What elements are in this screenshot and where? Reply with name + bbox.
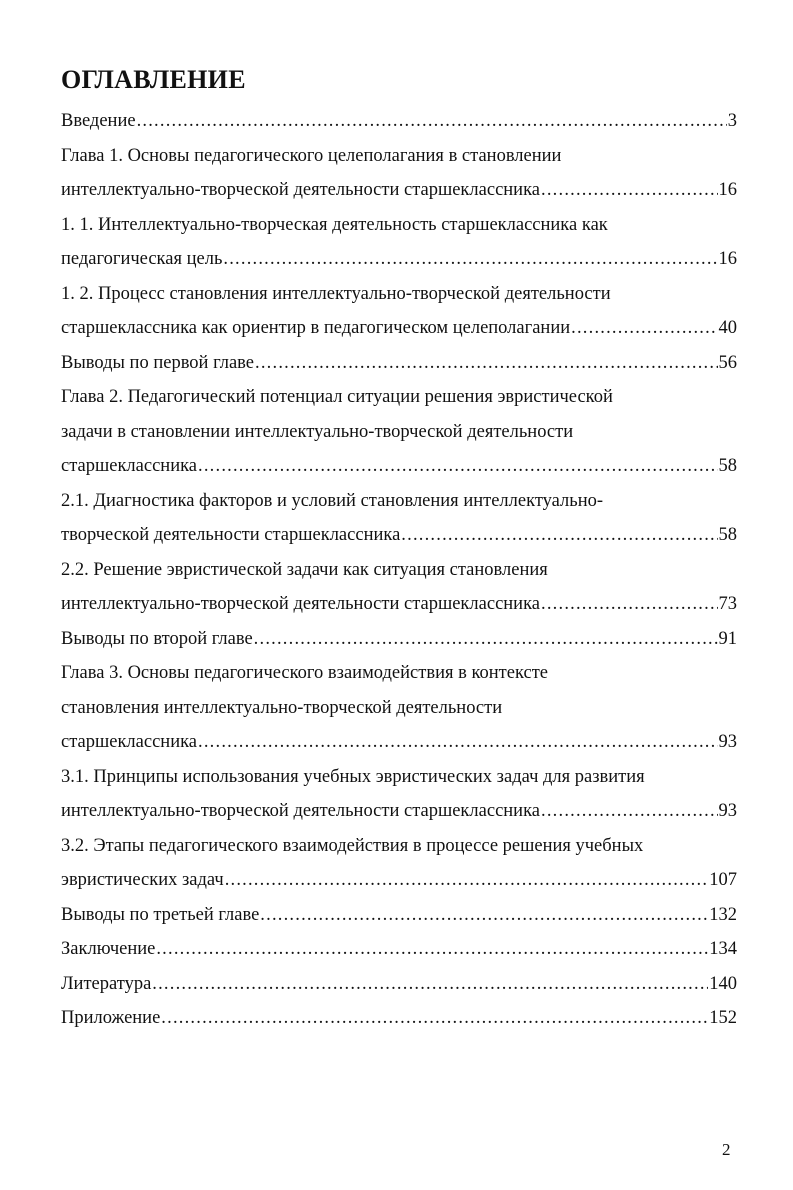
- toc-entry-text: 2.2. Решение эвристической задачи как ситуация становления: [61, 559, 548, 580]
- toc-entry-text: интеллектуально-творческой деятельности старшеклассника: [61, 801, 541, 821]
- toc-entry-text: интеллектуально-творческой деятельности старшеклассника: [61, 180, 541, 200]
- dot-leader: [255, 346, 717, 381]
- toc-page-number: 91: [718, 628, 737, 649]
- toc-entry: [61, 553, 737, 622]
- toc-entry: [61, 104, 737, 139]
- toc-entry-last-line: [61, 173, 737, 208]
- toc-entry-text: старшеклассника: [61, 732, 198, 752]
- toc-entry: [61, 346, 737, 381]
- toc-entry-line: [61, 760, 737, 795]
- dot-leader: [571, 311, 717, 346]
- toc-entry: [61, 277, 737, 346]
- toc-entry-last-line: [61, 1001, 737, 1036]
- toc-entry-text: Выводы по первой главе: [61, 352, 255, 373]
- toc-entry-line: [61, 656, 737, 691]
- table-of-contents: [61, 104, 737, 1036]
- toc-entry-line: [61, 484, 737, 519]
- toc-entry-text: 3.2. Этапы педагогического взаимодействия в процессе решения учебных: [61, 835, 644, 856]
- toc-page-number: 134: [709, 939, 737, 959]
- toc-entry: [61, 484, 737, 553]
- toc-entry-text: 3.1. Принципы использования учебных эвристических задач для развития: [61, 766, 645, 787]
- toc-page-number: 152: [709, 1008, 737, 1028]
- toc-entry-text: 2.1. Диагностика факторов и условий становления интеллектуально-: [61, 490, 604, 511]
- dot-leader: [198, 449, 717, 484]
- toc-entry-text: Глава 1. Основы педагогического целеполагания в становлении: [61, 145, 562, 166]
- toc-entry-last-line: [61, 242, 737, 277]
- dot-leader: [541, 587, 717, 622]
- toc-entry-text: Выводы по второй главе: [61, 628, 253, 649]
- toc-entry-text: эвристических задач: [61, 870, 224, 890]
- page-number: 2: [722, 1140, 731, 1159]
- toc-entry-text: старшеклассника: [61, 456, 198, 476]
- toc-entry-last-line: [61, 932, 737, 967]
- toc-page-number: 107: [709, 870, 737, 890]
- toc-entry-text: Глава 3. Основы педагогического взаимодействия в контексте: [61, 663, 548, 683]
- toc-entry: [61, 208, 737, 277]
- toc-entry-line: [61, 691, 737, 726]
- toc-page-number: 16: [718, 249, 737, 269]
- toc-page-number: 16: [718, 180, 737, 200]
- toc-page-number: 93: [718, 732, 737, 752]
- toc-entry-last-line: [61, 622, 737, 657]
- toc-page-number: 140: [709, 973, 737, 994]
- toc-entry-text: 1. 1. Интеллектуально-творческая деятельность старшеклассника как: [61, 214, 608, 235]
- toc-entry-text: становления интеллектуально-творческой деятельности: [61, 697, 503, 718]
- toc-entry: [61, 656, 737, 760]
- dot-leader: [225, 863, 709, 898]
- toc-entry-line: [61, 277, 737, 312]
- toc-entry-line: [61, 415, 737, 450]
- toc-entry-last-line: [61, 104, 737, 139]
- toc-page-number: 40: [718, 318, 737, 338]
- toc-entry-line: [61, 829, 737, 864]
- toc-page-number: 58: [718, 456, 737, 476]
- toc-page-number: 93: [718, 801, 737, 821]
- toc-entry-text: интеллектуально-творческой деятельности старшеклассника: [61, 594, 541, 614]
- toc-entry-text: Заключение: [61, 939, 156, 959]
- dot-leader: [541, 794, 717, 829]
- toc-page-number: 56: [718, 352, 737, 373]
- toc-entry-text: педагогическая цель: [61, 249, 223, 269]
- toc-entry-text: старшеклассника как ориентир в педагогическом целеполагании: [61, 318, 571, 338]
- toc-entry-line: [61, 380, 737, 415]
- toc-entry-last-line: [61, 518, 737, 553]
- toc-entry-text: Выводы по третьей главе: [61, 904, 260, 925]
- dot-leader: [260, 898, 708, 933]
- toc-entry: [61, 829, 737, 898]
- toc-entry-line: [61, 139, 737, 174]
- toc-entry-last-line: [61, 725, 737, 760]
- toc-entry-line: [61, 208, 737, 243]
- toc-entry-last-line: [61, 863, 737, 898]
- dot-leader: [198, 725, 717, 760]
- toc-entry-last-line: [61, 794, 737, 829]
- toc-entry: [61, 967, 737, 1002]
- toc-entry-text: Глава 2. Педагогический потенциал ситуации решения эвристической: [61, 387, 613, 407]
- dot-leader: [401, 518, 717, 553]
- toc-page-number: 132: [709, 904, 737, 925]
- toc-entry: [61, 898, 737, 933]
- toc-page-number: 3: [727, 111, 737, 131]
- toc-entry-text: Введение: [61, 111, 136, 131]
- dot-leader: [541, 173, 717, 208]
- toc-page-number: 73: [718, 594, 737, 614]
- dot-leader: [223, 242, 717, 277]
- toc-entry: [61, 1001, 737, 1036]
- toc-entry-text: Приложение: [61, 1008, 161, 1028]
- dot-leader: [152, 967, 708, 1002]
- toc-entry-line: [61, 553, 737, 588]
- dot-leader: [161, 1001, 708, 1036]
- toc-entry: [61, 760, 737, 829]
- toc-entry: [61, 380, 737, 484]
- toc-entry: [61, 932, 737, 967]
- dot-leader: [254, 622, 718, 657]
- toc-entry: [61, 139, 737, 208]
- toc-entry-last-line: [61, 311, 737, 346]
- toc-entry-last-line: [61, 898, 737, 933]
- toc-heading: ОГЛАВЛЕНИЕ: [61, 65, 246, 94]
- toc-entry-last-line: [61, 587, 737, 622]
- toc-page-number: 58: [718, 525, 737, 545]
- toc-entry-text: 1. 2. Процесс становления интеллектуально-творческой деятельности: [61, 283, 611, 304]
- dot-leader: [156, 932, 708, 967]
- toc-entry-text: задачи в становлении интеллектуально-творческой деятельности: [61, 421, 574, 442]
- toc-entry-text: творческой деятельности старшеклассника: [61, 525, 401, 545]
- toc-entry-last-line: [61, 967, 737, 1002]
- toc-entry-last-line: [61, 346, 737, 381]
- toc-entry: [61, 622, 737, 657]
- toc-entry-last-line: [61, 449, 737, 484]
- dot-leader: [137, 104, 727, 139]
- toc-entry-text: Литература: [61, 973, 152, 994]
